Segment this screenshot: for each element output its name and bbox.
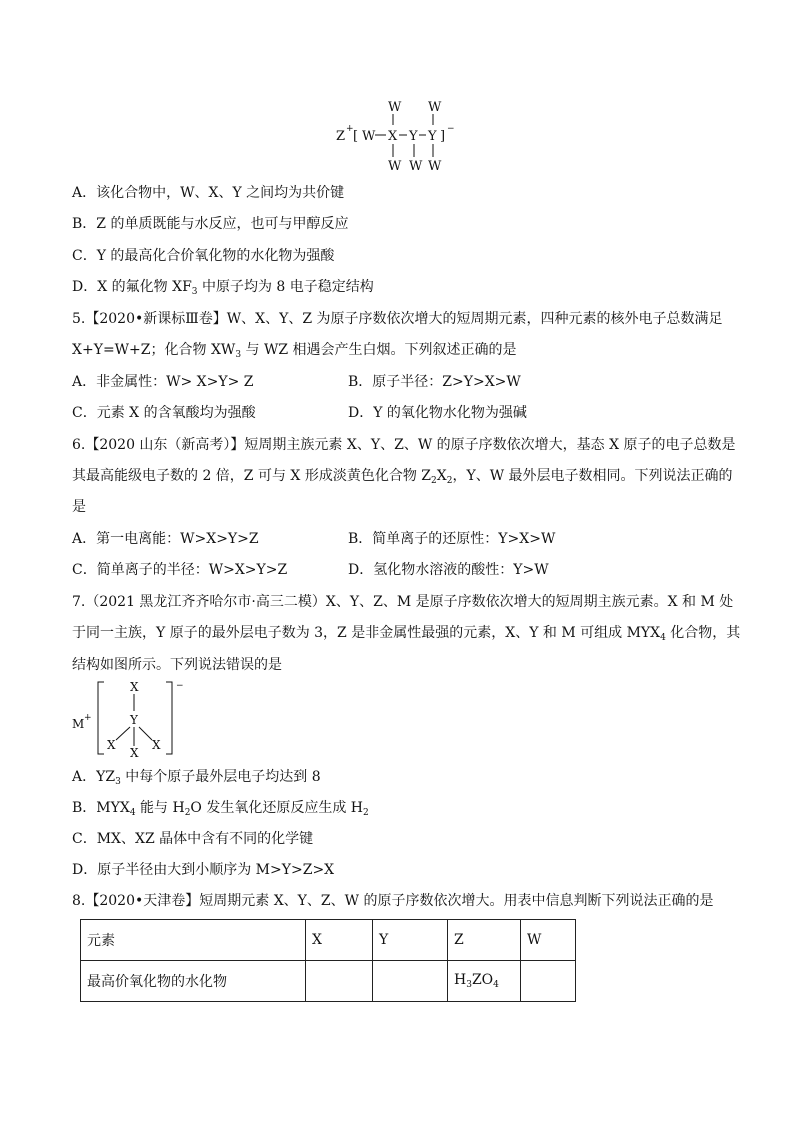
q5-option-a: A．非金属性：W> X>Y> Z [72, 374, 254, 390]
struct2-cation: M [72, 717, 85, 731]
element-info-table [80, 919, 576, 1002]
struct1-left-bracket: [ [353, 129, 359, 144]
q5-option-b: B．原子半径：Z>Y>X>W [348, 374, 521, 390]
q4-option-b: B．Z 的单质既能与水反应，也可与甲醇反应 [72, 216, 349, 232]
struct2-cation-charge: + [84, 713, 92, 723]
struct2-bond-left [116, 727, 130, 740]
struct1-chain-w: W [362, 129, 376, 144]
struct1-right-bracket: ] [440, 129, 446, 144]
table-cell-z: $H_3ZO_4$ [448, 961, 521, 1002]
q4-option-a: A．该化合物中，W、X、Y 之间均为共价键 [72, 185, 345, 201]
q6-option-b: B．简单离子的还原性：Y>X>W [348, 531, 556, 547]
q7-option-d: D．原子半径由大到小顺序为 M>Y>Z>X [72, 862, 335, 878]
struct2-left-bracket [98, 682, 104, 754]
q5-options-row2 [72, 403, 732, 423]
table-row [81, 920, 576, 961]
struct2-ligand-left: X [107, 738, 116, 752]
struct2-right-bracket [166, 682, 172, 754]
table-cell-y [373, 961, 448, 1002]
q8-stem-line1: 8.【2020•天津卷】短周期元素 X、Y、Z、W 的原子序数依次增大。用表中信息判断下列说法正确的是 [72, 893, 714, 909]
q6-stem-line3: 是 [72, 499, 86, 515]
q7-option-b: B．$MYX_4$ 能与 $H_2O$ 发生氧化还原反应生成 $H_2$ [72, 800, 369, 818]
struct1-chain-x: X [388, 129, 398, 144]
struct1-bottom-w2: W [409, 159, 423, 174]
struct1-cation: Z [336, 129, 346, 144]
q4-option-c: C．Y 的最高化合价氧化物的水化物为强酸 [72, 248, 335, 264]
q5-stem-line2: X+Y=W+Z；化合物 $XW_3$ 与 WZ 相遇会产生白烟。下列叙述正确的是 [72, 342, 517, 360]
q7-stem-line1: 7.（2021 黑龙江齐齐哈尔市·高三二模）X、Y、Z、M 是原子序数依次增大的短周期主族元素。X 和 M 处 [72, 594, 734, 610]
table-header-cell: Z [448, 920, 521, 961]
q5-stem-line1: 5.【2020•新课标Ⅲ卷】W、X、Y、Z 为原子序数依次增大的短周期元素，四种元素的核外电子总数满足 [72, 311, 723, 327]
struct1-bottom-w1: W [388, 159, 402, 174]
structure-diagram-2 [70, 678, 190, 760]
table-row [81, 961, 576, 1002]
q7-stem-line3: 结构如图所示。下列说法错误的是 [72, 657, 282, 673]
struct1-chain-y1: Y [409, 129, 418, 144]
q5-options-row1 [72, 372, 732, 392]
table-header-cell: 元素 [81, 920, 306, 961]
struct2-bond-right [139, 727, 152, 740]
struct1-bottom-w3: W [428, 159, 442, 174]
table-header-cell: X [306, 920, 373, 961]
struct1-top-w1: W [388, 100, 402, 115]
struct2-center: Y [130, 713, 138, 727]
struct2-anion-charge: − [176, 681, 184, 691]
q6-stem-line1: 6.【2020 山东（新高考）】短周期主族元素 X、Y、Z、W 的原子序数依次增大，基态 X 原子的电子总数是 [72, 437, 736, 453]
table-header-cell: Y [373, 920, 448, 961]
q6-options-row1 [72, 529, 732, 549]
q6-option-d: D．氢化物水溶液的酸性：Y>W [348, 562, 549, 578]
q6-option-c: C．简单离子的半径：W>X>Y>Z [72, 562, 288, 578]
table-row-label: 最高价氧化物的水化物 [81, 961, 306, 1002]
struct1-chain-y2: Y [428, 129, 437, 144]
q4-option-d: D．X 的氟化物 $XF_3$ 中原子均为 8 电子稳定结构 [72, 279, 374, 297]
structure-diagram-1 [330, 96, 460, 176]
q6-stem-line2: 其最高能级电子数的 2 倍，Z 可与 X 形成淡黄色化合物 $Z_2X_2$，Y、W 最外层电子数相同。下列说法正确的 [72, 468, 733, 486]
table-header-cell: W [521, 920, 576, 961]
struct2-ligand-bottom: X [130, 746, 139, 760]
q7-stem-line2: 于同一主族，Y 原子的最外层电子数为 3，Z 是非金属性最强的元素，X、Y 和 M 可组成 $MYX_4$ 化合物，其 [72, 625, 741, 643]
q5-option-d: D．Y 的氧化物水化物为强碱 [348, 405, 527, 421]
q5-option-c: C．元素 X 的含氧酸均为强酸 [72, 405, 256, 421]
table-cell-w [521, 961, 576, 1002]
struct1-cation-charge: + [346, 124, 354, 134]
q7-option-a: A．$YZ_3$ 中每个原子最外层电子均达到 8 [72, 769, 321, 787]
q6-option-a: A．第一电离能：W>X>Y>Z [72, 531, 259, 547]
struct1-anion-charge: − [447, 124, 455, 134]
q6-options-row2 [72, 560, 732, 580]
struct2-ligand-right: X [152, 738, 161, 752]
struct2-ligand-top: X [130, 680, 139, 694]
struct1-top-w2: W [428, 100, 442, 115]
q7-option-c: C．MX、XZ 晶体中含有不同的化学键 [72, 831, 314, 847]
table-cell-x [306, 961, 373, 1002]
